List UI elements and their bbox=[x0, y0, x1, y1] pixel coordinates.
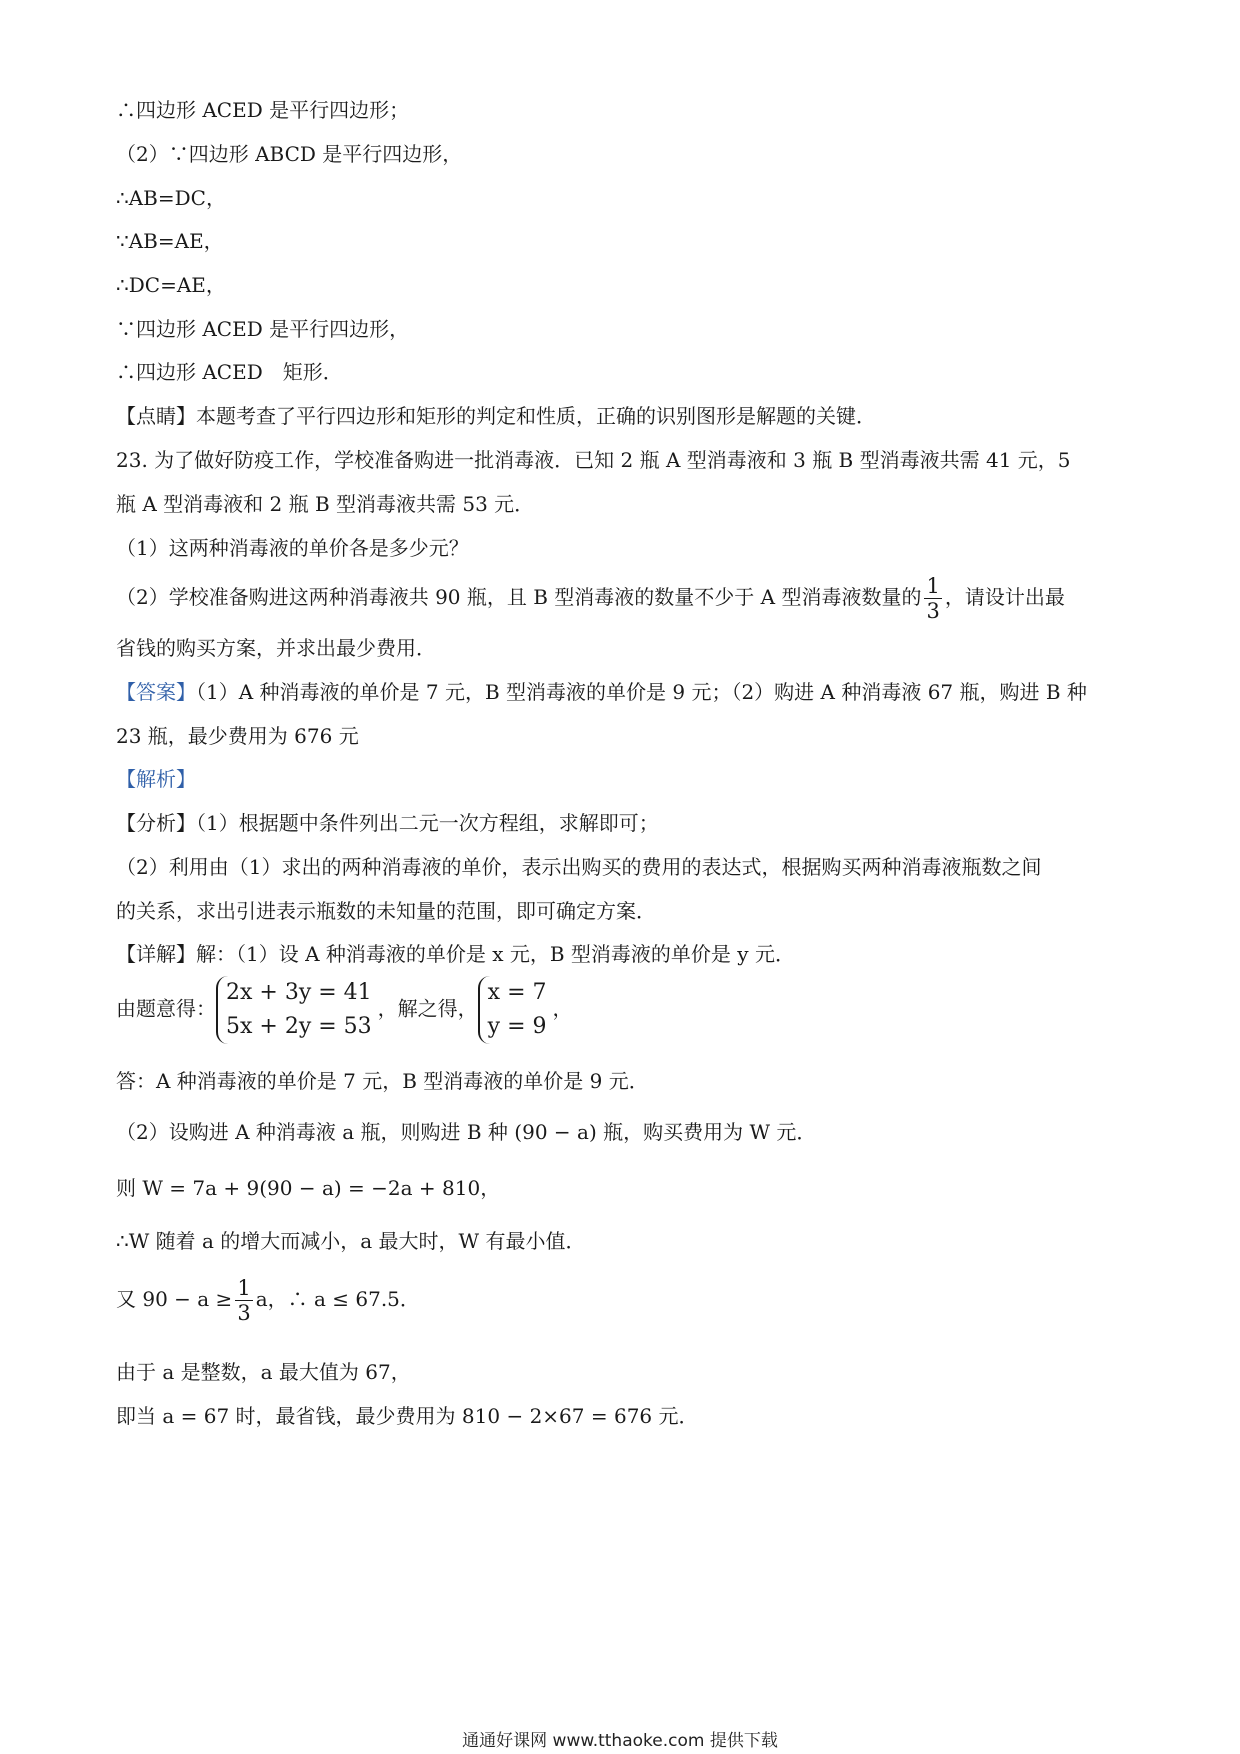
fenxi-line bbox=[116, 809, 659, 837]
question-23-line: 瓶 A 型消毒液和 2 瓶 B 型消毒液共需 53 元． bbox=[116, 492, 535, 516]
answer-text: （1）A 种消毒液的单价是 7 元，B 型消毒液的单价是 9 元；（2）购进 A 种消毒液 67 瓶，购进 B 种 bbox=[196, 680, 1087, 704]
text-line: ∴AB=DC， bbox=[116, 186, 226, 210]
answer-line bbox=[116, 678, 1087, 706]
text-line: 则 W = 7a + 9(90 − a) = −2a + 810， bbox=[116, 1176, 501, 1200]
text-line: ∵四边形 ACED 是平行四边形， bbox=[116, 317, 410, 341]
fenxi-line: （2）利用由（1）求出的两种消毒液的单价，表示出购买的费用的表达式，根据购买两种消毒液瓶数之间 bbox=[116, 855, 1042, 879]
analysis-tag: 【解析】 bbox=[116, 767, 196, 791]
fraction-one-third bbox=[924, 574, 941, 623]
text-line: ∵AB=AE， bbox=[116, 229, 224, 253]
answer-tag: 【答案】 bbox=[116, 680, 196, 704]
fraction-numerator: 1 bbox=[926, 574, 940, 598]
q2-text: （2）学校准备购进这两种消毒液共 90 瓶，且 B 型消毒液的数量不少于 A 型消毒液数量的 bbox=[116, 585, 922, 609]
text-line: 由于 a 是整数，a 最大值为 67， bbox=[116, 1360, 411, 1384]
sys-prefix: 由题意得： bbox=[116, 996, 216, 1021]
fraction-denominator: 3 bbox=[237, 1301, 251, 1325]
fenxi-tag: 【分析】 bbox=[116, 811, 196, 835]
question-part-2 bbox=[116, 574, 1065, 623]
equation: x = 7 bbox=[487, 980, 547, 1005]
text-line: ∴四边形 ACED 矩形． bbox=[116, 360, 343, 384]
fenxi-text: （1）根据题中条件列出二元一次方程组，求解即可； bbox=[196, 811, 659, 835]
equation: y = 9 bbox=[487, 1014, 547, 1039]
dianjing-tag: 【点睛】 bbox=[116, 404, 196, 428]
fraction-one-third bbox=[235, 1276, 252, 1325]
comment-line bbox=[116, 402, 876, 430]
dianjing-text: 本题考查了平行四边形和矩形的判定和性质，正确的识别图形是解题的关键． bbox=[196, 404, 876, 428]
question-part-1: （1）这两种消毒液的单价各是多少元？ bbox=[116, 536, 469, 560]
ineq-text: a，∴ a ≤ 67.5． bbox=[255, 1287, 420, 1311]
xiangjie-tag: 【详解】 bbox=[116, 942, 196, 966]
text-line: 答：A 种消毒液的单价是 7 元，B 型消毒液的单价是 9 元． bbox=[116, 1069, 649, 1093]
question-23-line: 23. 为了做好防疫工作，学校准备购进一批消毒液．已知 2 瓶 A 型消毒液和 3 瓶 B 型消毒液共需 41 元，5 bbox=[116, 448, 1071, 472]
text-line: 即当 a = 67 时，最省钱，最少费用为 810 − 2×67 = 676 元． bbox=[116, 1404, 699, 1428]
equation: 5x + 2y = 53 bbox=[226, 1014, 372, 1039]
fraction-denominator: 3 bbox=[926, 599, 940, 623]
answer-line-cont: 23 瓶，最少费用为 676 元 bbox=[116, 724, 359, 748]
ineq-text: 又 90 − a ≥ bbox=[116, 1287, 233, 1311]
solution-system bbox=[478, 976, 553, 1044]
text-line: （2）设购进 A 种消毒液 a 瓶，则购进 B 种 (90 − a) 瓶，购买费用为 W 元． bbox=[116, 1120, 817, 1144]
text-line: ∴W 随着 a 的增大而减小，a 最大时，W 有最小值． bbox=[116, 1229, 586, 1253]
inequality-line bbox=[116, 1276, 420, 1325]
xiangjie-line bbox=[116, 940, 795, 968]
q2-text: ，请设计出最 bbox=[944, 585, 1065, 609]
text-line: （2）∵四边形 ABCD 是平行四边形， bbox=[116, 142, 463, 166]
text-line: ∴四边形 ACED 是平行四边形； bbox=[116, 98, 410, 122]
equation-system bbox=[216, 976, 378, 1044]
equation: 2x + 3y = 41 bbox=[226, 980, 372, 1005]
sys-post: ， bbox=[552, 996, 573, 1021]
question-part-2-cont: 省钱的购买方案，并求出最少费用． bbox=[116, 636, 436, 660]
xiangjie-text: 解：（1）设 A 种消毒液的单价是 x 元，B 型消毒液的单价是 y 元． bbox=[196, 942, 795, 966]
text-line: ∴DC=AE， bbox=[116, 273, 226, 297]
fenxi-line: 的关系，求出引进表示瓶数的未知量的范围，即可确定方案． bbox=[116, 899, 656, 923]
page-footer: 通通好课网 www.tthaoke.com 提供下载 bbox=[462, 1731, 778, 1751]
fraction-numerator: 1 bbox=[237, 1276, 251, 1300]
sys-mid: ，解之得， bbox=[377, 996, 478, 1021]
equation-system-line bbox=[116, 976, 573, 1044]
